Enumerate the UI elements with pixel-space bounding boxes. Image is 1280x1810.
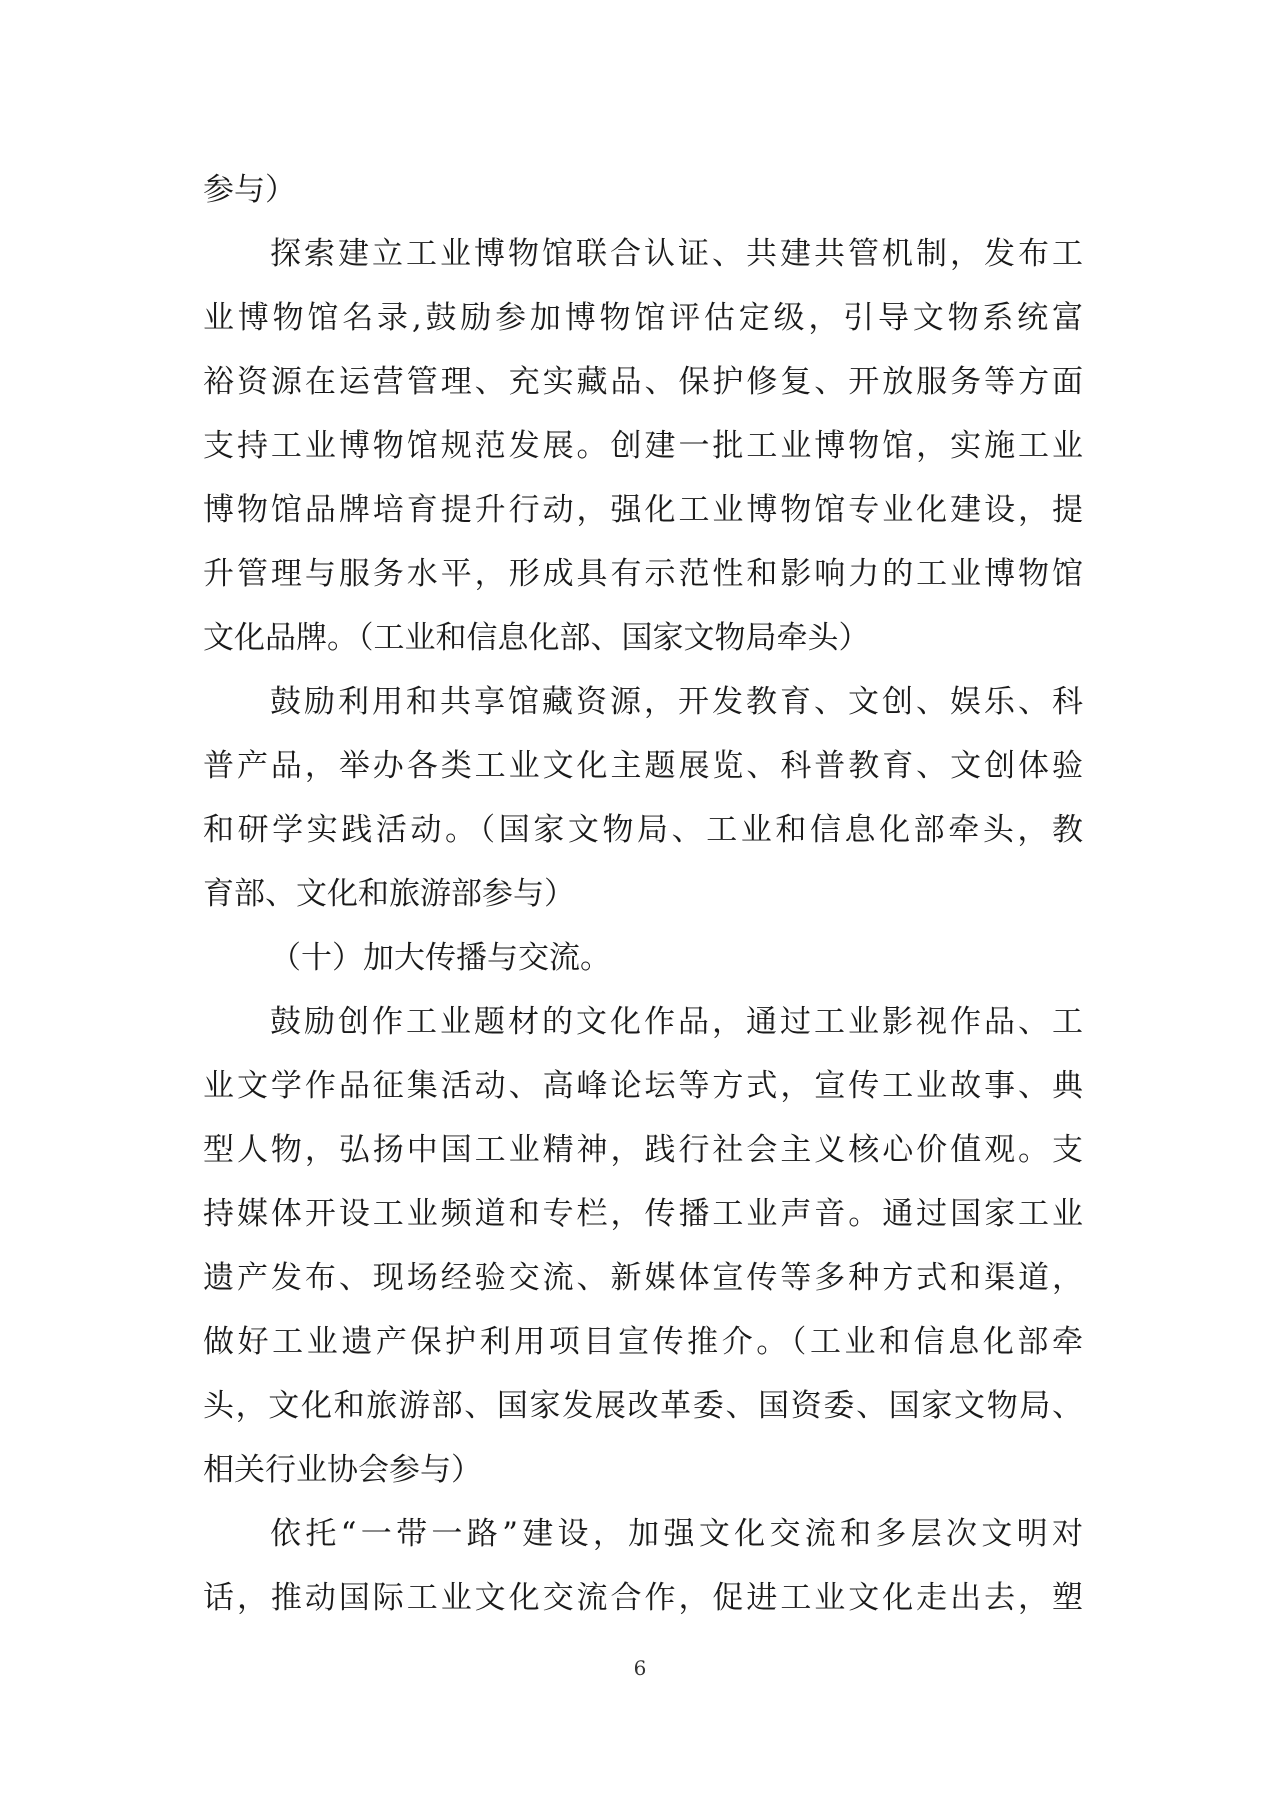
paragraph-line: 参与） bbox=[203, 172, 296, 208]
paragraph-line: 文化品牌。（工业和信息化部、国家文物局牵头） bbox=[203, 620, 870, 656]
paragraph-line: 普产品，举办各类工业文化主题展览、科普教育、文创体验 bbox=[203, 748, 1083, 784]
paragraph-line: 鼓励利用和共享馆藏资源，开发教育、文创、娱乐、科 bbox=[270, 684, 1083, 720]
paragraph-line: 博物馆品牌培育提升行动，强化工业博物馆专业化建设，提 bbox=[203, 492, 1083, 528]
paragraph-line: 育部、文化和旅游部参与） bbox=[203, 876, 575, 912]
paragraph-line: 持媒体开设工业频道和专栏，传播工业声音。通过国家工业 bbox=[203, 1196, 1083, 1232]
paragraph-line: 鼓励创作工业题材的文化作品，通过工业影视作品、工 bbox=[270, 1004, 1083, 1040]
paragraph-line: 探索建立工业博物馆联合认证、共建共管机制，发布工 bbox=[270, 236, 1083, 272]
paragraph-line: 头，文化和旅游部、国家发展改革委、国资委、国家文物局、 bbox=[203, 1388, 1083, 1424]
paragraph-line: 和研学实践活动。（国家文物局、工业和信息化部牵头，教 bbox=[203, 812, 1083, 848]
section-heading: （十）加大传播与交流。 bbox=[270, 940, 611, 976]
paragraph-line: 话，推动国际工业文化交流合作，促进工业文化走出去，塑 bbox=[203, 1580, 1083, 1616]
paragraph-line: 业文学作品征集活动、高峰论坛等方式，宣传工业故事、典 bbox=[203, 1068, 1083, 1104]
paragraph-line: 支持工业博物馆规范发展。创建一批工业博物馆，实施工业 bbox=[203, 428, 1083, 464]
paragraph-line: 型人物，弘扬中国工业精神，践行社会主义核心价值观。支 bbox=[203, 1132, 1083, 1168]
paragraph-line: 相关行业协会参与） bbox=[203, 1452, 482, 1488]
paragraph-line: 做好工业遗产保护利用项目宣传推介。（工业和信息化部牵 bbox=[203, 1324, 1083, 1360]
paragraph-line: 依托“一带一路”建设，加强文化交流和多层次文明对 bbox=[270, 1516, 1083, 1552]
paragraph-line: 裕资源在运营管理、充实藏品、保护修复、开放服务等方面 bbox=[203, 364, 1083, 400]
paragraph-line: 业博物馆名录,鼓励参加博物馆评估定级，引导文物系统富 bbox=[203, 300, 1083, 336]
paragraph-line: 升管理与服务水平，形成具有示范性和影响力的工业博物馆 bbox=[203, 556, 1083, 592]
paragraph-line: 遗产发布、现场经验交流、新媒体宣传等多种方式和渠道， bbox=[203, 1260, 1083, 1296]
page-number: 6 bbox=[633, 1656, 647, 1680]
